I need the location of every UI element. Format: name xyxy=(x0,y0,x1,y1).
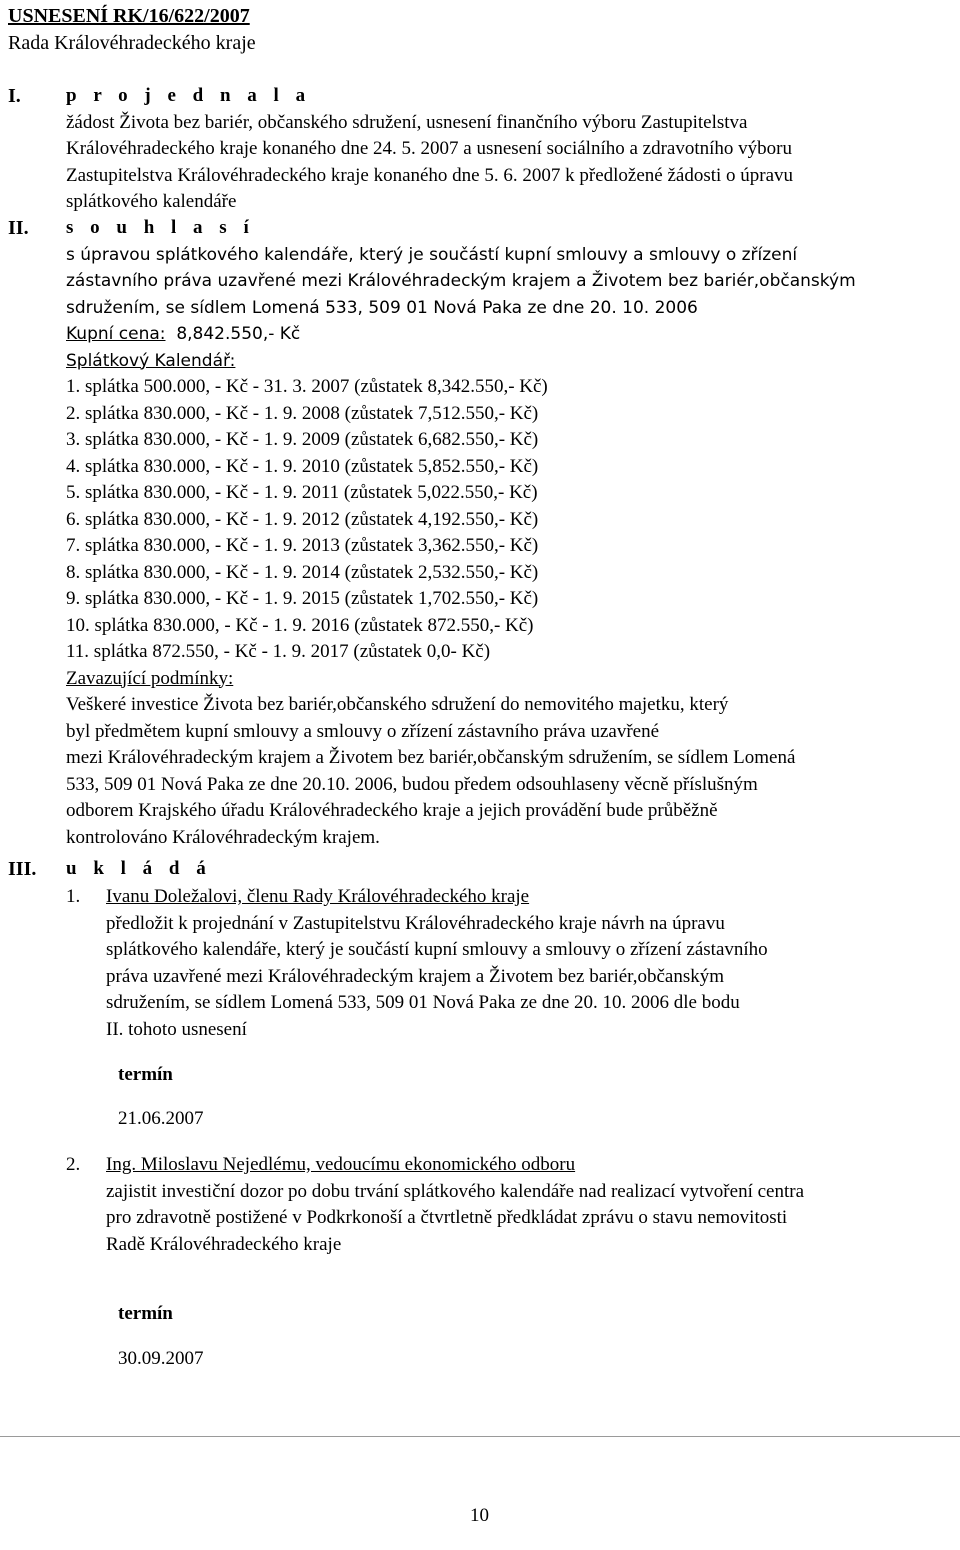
task-assignee: Ing. Miloslavu Nejedlému, vedoucímu ekonomického odboru xyxy=(106,1154,576,1175)
term-date: 30.09.2007 xyxy=(118,1348,204,1369)
installment: 11. splátka 872.550, - Kč - 1. 9. 2017 (zůstatek 0,0- Kč) xyxy=(66,641,491,662)
section-1-line: Zastupitelstva Královéhradeckého kraje konaného dne 5. 6. 2007 k předložené žádosti o úpravu xyxy=(66,164,794,186)
term-date: 21.06.2007 xyxy=(118,1108,204,1129)
task-line: II. tohoto usnesení xyxy=(106,1018,247,1040)
purchase-price xyxy=(66,321,956,348)
section-2 xyxy=(66,215,956,851)
term-date-block xyxy=(118,1106,960,1133)
task-line: splátkového kalendáře, který je součástí kupní smlouvy a smlouvy o zřízení zástavního xyxy=(106,939,768,960)
installment: 10. splátka 830.000, - Kč - 1. 9. 2016 (zůstatek 872.550,- Kč) xyxy=(66,614,534,636)
term-label: termín xyxy=(118,1303,173,1324)
conditions-line: 533, 509 01 Nová Paka ze dne 20.10. 2006, budou předem odsouhlaseny věcně příslušným xyxy=(66,773,758,795)
installment: 9. splátka 830.000, - Kč - 1. 9. 2015 (zůstatek 1,702.550,- Kč) xyxy=(66,588,539,609)
section-1-line: žádost Života bez bariér, občanského sdružení, usnesení finančního výboru Zastupitelstva xyxy=(66,111,748,133)
section-1-verb: p r o j e d n a l a xyxy=(66,85,312,106)
task-assignee: Ivanu Doležalovi, členu Rady Královéhradeckého kraje xyxy=(106,886,530,907)
installment: 5. splátka 830.000, - Kč - 1. 9. 2011 (zůstatek 5,022.550,- Kč) xyxy=(66,482,538,503)
task-line: sdružením, se sídlem Lomená 533, 509 01 Nová Paka ze dne 20. 10. 2006 dle bodu xyxy=(106,992,740,1013)
section-2-numeral: II. xyxy=(8,217,29,239)
task-number: 2. xyxy=(66,1154,81,1175)
installment: 6. splátka 830.000, - Kč - 1. 9. 2012 (zůstatek 4,192.550,- Kč) xyxy=(66,508,539,530)
term-label: termín xyxy=(118,1064,173,1085)
installment: 3. splátka 830.000, - Kč - 1. 9. 2009 (zůstatek 6,682.550,- Kč) xyxy=(66,429,539,450)
footer-divider xyxy=(0,1436,960,1437)
section-2-line: sdružením, se sídlem Lomená 533, 509 01 Nová Paka ze dne 20. 10. 2006 xyxy=(66,297,698,318)
section-2-line: zástavního práva uzavřené mezi Královéhradeckým krajem a Životem bez bariér,občanským xyxy=(66,271,856,291)
resolution-number: USNESENÍ RK/16/622/2007 xyxy=(8,5,250,27)
payment-calendar-label: Splátkový Kalendář: xyxy=(66,350,236,371)
conditions-line: Veškeré investice Života bez bariér,občanského sdružení do nemovitého majetku, který xyxy=(66,694,729,715)
task-line: předložit k projednání v Zastupitelstvu Královéhradeckého kraje návrh na úpravu xyxy=(106,912,725,934)
task-number: 1. xyxy=(66,886,81,907)
section-3-verb: u k l á d á xyxy=(66,858,212,879)
term-block xyxy=(118,1062,960,1089)
task-2-body xyxy=(106,1152,956,1258)
section-3-numeral: III. xyxy=(8,858,37,880)
purchase-price-value: 8,842.550,- Kč xyxy=(176,324,301,344)
issuing-body: Rada Královéhradeckého kraje xyxy=(8,32,256,54)
conditions-label: Zavazující podmínky: xyxy=(66,667,234,689)
section-2-line: s úpravou splátkového kalendáře, který je součástí kupní smlouvy a smlouvy o zřízení xyxy=(66,244,798,265)
conditions-line: mezi Královéhradeckým krajem a Životem bez bariér,občanským sdružením, se sídlem Lomená xyxy=(66,747,796,768)
task-1-body xyxy=(106,884,956,1043)
conditions-line: odborem Krajského úřadu Královéhradeckého kraje a jejich provádění bude průběžně xyxy=(66,800,718,821)
task-line: pro zdravotně postižené v Podkrkonoší a čtvrtletně předkládat zprávu o stavu nemovitosti xyxy=(106,1207,788,1228)
conditions-line: byl předmětem kupní smlouvy a smlouvy o zřízení zástavního práva uzavřené xyxy=(66,720,660,742)
section-3-heading xyxy=(66,856,956,883)
installment: 2. splátka 830.000, - Kč - 1. 9. 2008 (zůstatek 7,512.550,- Kč) xyxy=(66,402,539,424)
term-block xyxy=(118,1301,960,1328)
task-line: práva uzavřené mezi Královéhradeckým krajem a Životem bez bariér,občanským xyxy=(106,965,725,987)
task-line: Radě Královéhradeckého kraje xyxy=(106,1233,342,1255)
purchase-price-label: Kupní cena: xyxy=(66,324,166,344)
term-date-block xyxy=(118,1346,960,1373)
installment: 7. splátka 830.000, - Kč - 1. 9. 2013 (zůstatek 3,362.550,- Kč) xyxy=(66,535,539,556)
section-1-line: splátkového kalendáře xyxy=(66,191,237,212)
section-1 xyxy=(66,83,956,216)
section-1-numeral: I. xyxy=(8,85,21,107)
installment: 8. splátka 830.000, - Kč - 1. 9. 2014 (zůstatek 2,532.550,- Kč) xyxy=(66,561,539,583)
page-number: 10 xyxy=(470,1505,489,1526)
section-2-verb: s o u h l a s í xyxy=(66,217,255,238)
installment: 1. splátka 500.000, - Kč - 31. 3. 2007 (zůstatek 8,342.550,- Kč) xyxy=(66,376,548,397)
section-1-line: Královéhradeckého kraje konaného dne 24. 5. 2007 a usnesení sociálního a zdravotního výboru xyxy=(66,138,792,159)
task-line: zajistit investiční dozor po dobu trvání splátkového kalendáře nad realizací vytvoření centra xyxy=(106,1180,804,1202)
installment: 4. splátka 830.000, - Kč - 1. 9. 2010 (zůstatek 5,852.550,- Kč) xyxy=(66,455,539,477)
conditions-line: kontrolováno Královéhradeckým krajem. xyxy=(66,826,380,848)
